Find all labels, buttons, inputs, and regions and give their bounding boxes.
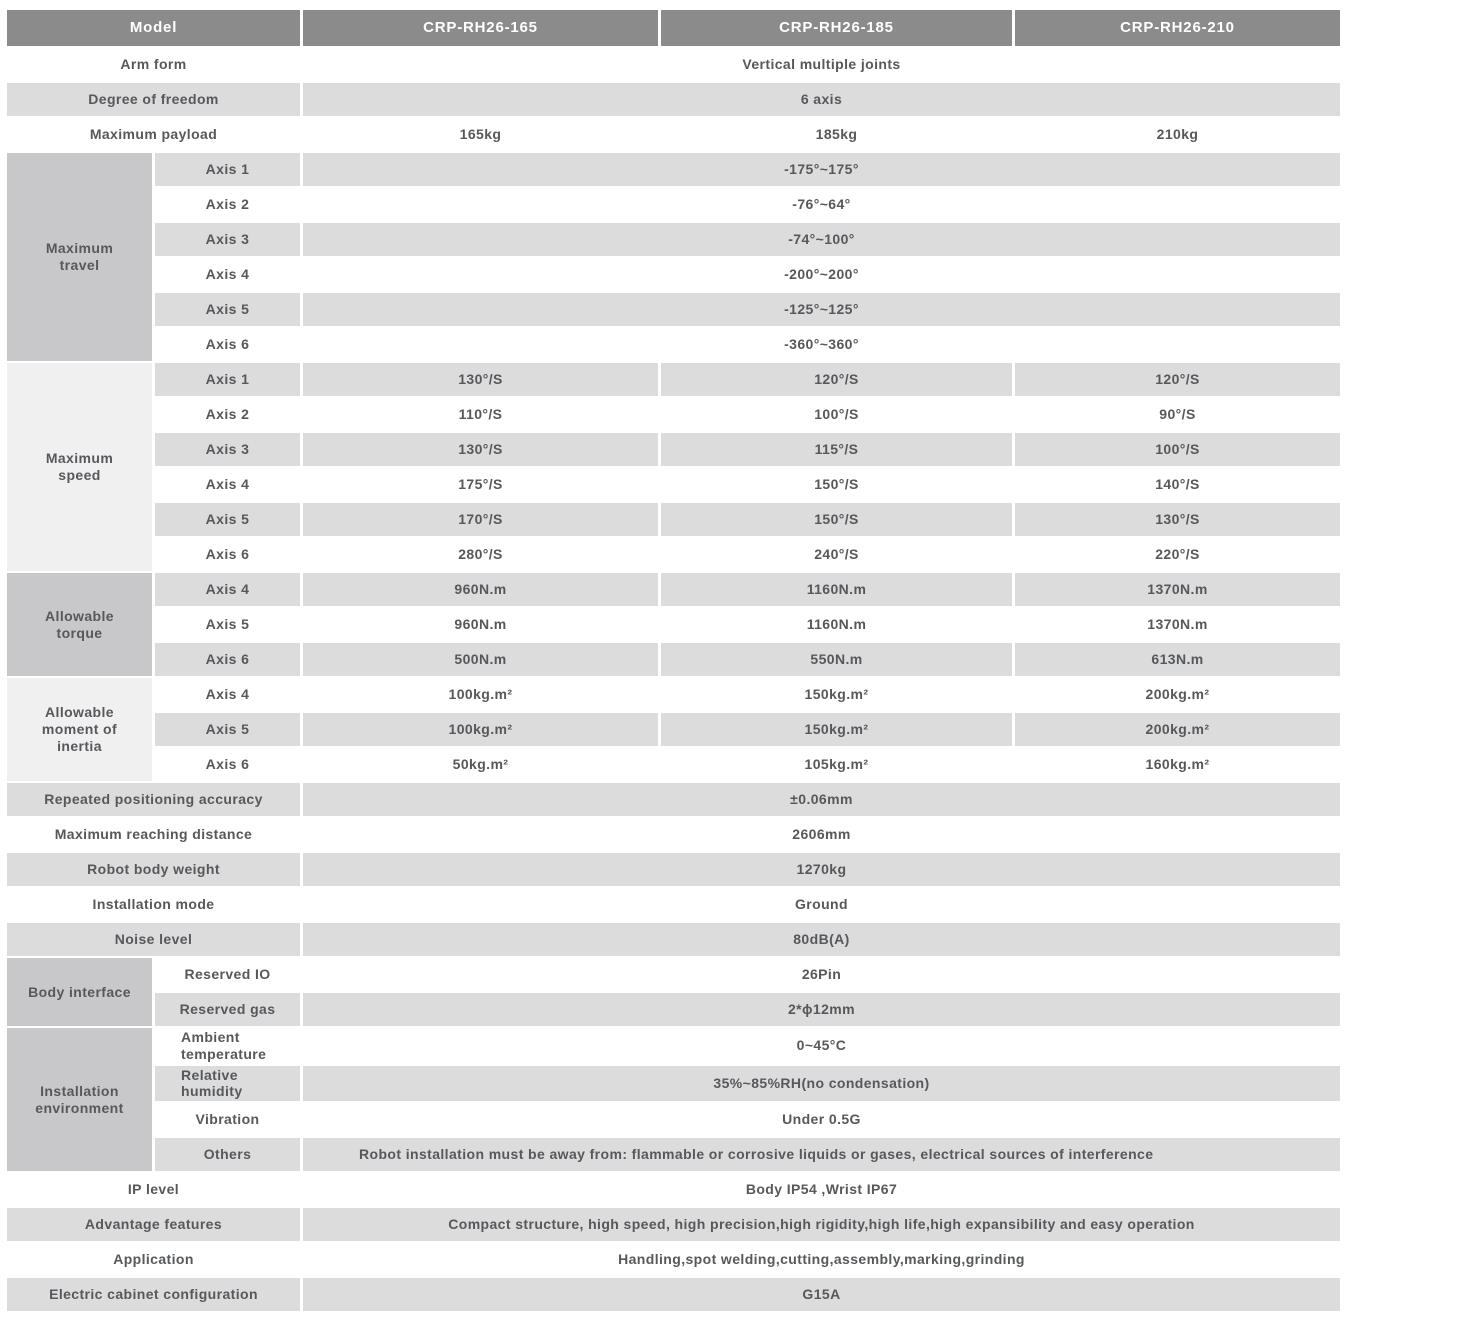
travel-axis-6-value: -360°~360° (303, 328, 1340, 361)
speed-axis-4-label: Axis 4 (155, 468, 300, 501)
travel-axis-1-label: Axis 1 (155, 153, 300, 186)
speed-axis-5-value-185: 150°/S (661, 503, 1012, 536)
travel-axis-1-value: -175°~175° (303, 153, 1340, 186)
speed-axis-3-value-210: 100°/S (1015, 433, 1340, 466)
speed-axis-2-value-185: 100°/S (661, 398, 1012, 431)
speed-axis-5-label: Axis 5 (155, 503, 300, 536)
speed-axis-4-value-185: 150°/S (661, 468, 1012, 501)
inertia-axis-4-value-165: 100kg.m² (303, 678, 658, 711)
payload-value-185: 185kg (661, 118, 1012, 151)
inertia-group-label (7, 678, 152, 781)
others-value-text: Robot installation must be away from: flammable or corrosive liquids or gases, electrical sources of interference (359, 1146, 1154, 1163)
torque-axis-6-label: Axis 6 (155, 643, 300, 676)
environment-group-label: Installation environment (7, 1028, 152, 1171)
inertia-axis-4-value-185: 150kg.m² (661, 678, 1012, 711)
weight-value: 1270kg (303, 853, 1340, 886)
noise-label: Noise level (7, 923, 300, 956)
torque-axis-4-value-165: 960N.m (303, 573, 658, 606)
travel-axis-4-value: -200°~200° (303, 258, 1340, 291)
dof-value: 6 axis (303, 83, 1340, 116)
speed-axis-2-label: Axis 2 (155, 398, 300, 431)
ambient-temperature-value: 0~45°C (303, 1028, 1340, 1064)
torque-axis-6-value-165: 500N.m (303, 643, 658, 676)
install-mode-label: Installation mode (7, 888, 300, 921)
torque-axis-6-value-185: 550N.m (661, 643, 1012, 676)
advantage-features-label: Advantage features (7, 1208, 300, 1241)
body-interface-group-label: Body interface (7, 958, 152, 1026)
speed-group-label (7, 363, 152, 571)
others-label: Others (155, 1138, 300, 1171)
torque-axis-5-value-165: 960N.m (303, 608, 658, 641)
reserved-gas-value: 2*ϕ12mm (303, 993, 1340, 1026)
application-value: Handling,spot welding,cutting,assembly,marking,grinding (303, 1243, 1340, 1276)
inertia-axis-4-label: Axis 4 (155, 678, 300, 711)
cabinet-value: G15A (303, 1278, 1340, 1311)
travel-axis-2-value: -76°~64° (303, 188, 1340, 221)
vibration-label: Vibration (155, 1103, 300, 1136)
ip-level-value: Body IP54 ,Wrist IP67 (303, 1173, 1340, 1206)
speed-axis-2-value-165: 110°/S (303, 398, 658, 431)
travel-group-label (7, 153, 152, 361)
speed-axis-5-value-165: 170°/S (303, 503, 658, 536)
torque-axis-5-label: Axis 5 (155, 608, 300, 641)
speed-axis-6-value-185: 240°/S (661, 538, 1012, 571)
header-model-210: CRP-RH26-210 (1015, 10, 1340, 46)
speed-axis-5-value-210: 130°/S (1015, 503, 1340, 536)
payload-label: Maximum payload (7, 118, 300, 151)
travel-axis-3-label: Axis 3 (155, 223, 300, 256)
reach-label: Maximum reaching distance (7, 818, 300, 851)
speed-axis-6-label: Axis 6 (155, 538, 300, 571)
relative-humidity-value: 35%~85%RH(no condensation) (303, 1066, 1340, 1102)
advantage-features-value: Compact structure, high speed, high precision,high rigidity,high life,high expansibility and easy operation (303, 1208, 1340, 1241)
application-label: Application (7, 1243, 300, 1276)
inertia-axis-5-value-210: 200kg.m² (1015, 713, 1340, 746)
inertia-group-label-text: Allowable moment of inertia (41, 704, 118, 754)
speed-axis-2-value-210: 90°/S (1015, 398, 1340, 431)
speed-axis-4-value-210: 140°/S (1015, 468, 1340, 501)
spec-table (7, 10, 1340, 1311)
travel-axis-4-label: Axis 4 (155, 258, 300, 291)
accuracy-label: Repeated positioning accuracy (7, 783, 300, 816)
speed-axis-1-value-185: 120°/S (661, 363, 1012, 396)
reach-value: 2606mm (303, 818, 1340, 851)
payload-value-165: 165kg (303, 118, 658, 151)
travel-axis-3-value: -74°~100° (303, 223, 1340, 256)
ip-level-label: IP level (7, 1173, 300, 1206)
torque-axis-4-value-185: 1160N.m (661, 573, 1012, 606)
inertia-axis-4-value-210: 200kg.m² (1015, 678, 1340, 711)
weight-label: Robot body weight (7, 853, 300, 886)
ambient-temperature-label: Ambient temperature (155, 1028, 300, 1064)
others-value (303, 1138, 1340, 1171)
speed-axis-4-value-165: 175°/S (303, 468, 658, 501)
inertia-axis-6-value-185: 105kg.m² (661, 748, 1012, 781)
inertia-axis-5-label: Axis 5 (155, 713, 300, 746)
travel-axis-6-label: Axis 6 (155, 328, 300, 361)
torque-axis-5-value-210: 1370N.m (1015, 608, 1340, 641)
torque-axis-4-label: Axis 4 (155, 573, 300, 606)
cabinet-label: Electric cabinet configuration (7, 1278, 300, 1311)
reserved-io-label: Reserved IO (155, 958, 300, 991)
speed-axis-6-value-165: 280°/S (303, 538, 658, 571)
inertia-axis-6-value-210: 160kg.m² (1015, 748, 1340, 781)
travel-axis-2-label: Axis 2 (155, 188, 300, 221)
speed-axis-3-value-185: 115°/S (661, 433, 1012, 466)
header-model-label: Model (7, 10, 300, 46)
torque-group-label-text: Allowable torque (45, 607, 114, 641)
reserved-io-value: 26Pin (303, 958, 1340, 991)
inertia-axis-5-value-185: 150kg.m² (661, 713, 1012, 746)
torque-group-label (7, 573, 152, 676)
torque-axis-6-value-210: 613N.m (1015, 643, 1340, 676)
speed-group-label-text: Maximum speed (45, 450, 114, 483)
torque-axis-4-value-210: 1370N.m (1015, 573, 1340, 606)
inertia-axis-6-value-165: 50kg.m² (303, 748, 658, 781)
travel-axis-5-label: Axis 5 (155, 293, 300, 326)
inertia-axis-6-label: Axis 6 (155, 748, 300, 781)
travel-group-label-text: Maximum travel (45, 240, 114, 273)
torque-axis-5-value-185: 1160N.m (661, 608, 1012, 641)
noise-value: 80dB(A) (303, 923, 1340, 956)
speed-axis-3-label: Axis 3 (155, 433, 300, 466)
header-model-165: CRP-RH26-165 (303, 10, 658, 46)
travel-axis-5-value: -125°~125° (303, 293, 1340, 326)
arm-form-value: Vertical multiple joints (303, 48, 1340, 81)
install-mode-value: Ground (303, 888, 1340, 921)
vibration-value: Under 0.5G (303, 1103, 1340, 1136)
speed-axis-1-value-165: 130°/S (303, 363, 658, 396)
accuracy-value: ±0.06mm (303, 783, 1340, 816)
reserved-gas-label: Reserved gas (155, 993, 300, 1026)
dof-label: Degree of freedom (7, 83, 300, 116)
speed-axis-1-label: Axis 1 (155, 363, 300, 396)
relative-humidity-label: Relative humidity (155, 1066, 300, 1102)
header-model-185: CRP-RH26-185 (661, 10, 1012, 46)
payload-value-210: 210kg (1015, 118, 1340, 151)
speed-axis-6-value-210: 220°/S (1015, 538, 1340, 571)
inertia-axis-5-value-165: 100kg.m² (303, 713, 658, 746)
speed-axis-3-value-165: 130°/S (303, 433, 658, 466)
speed-axis-1-value-210: 120°/S (1015, 363, 1340, 396)
arm-form-label: Arm form (7, 48, 300, 81)
